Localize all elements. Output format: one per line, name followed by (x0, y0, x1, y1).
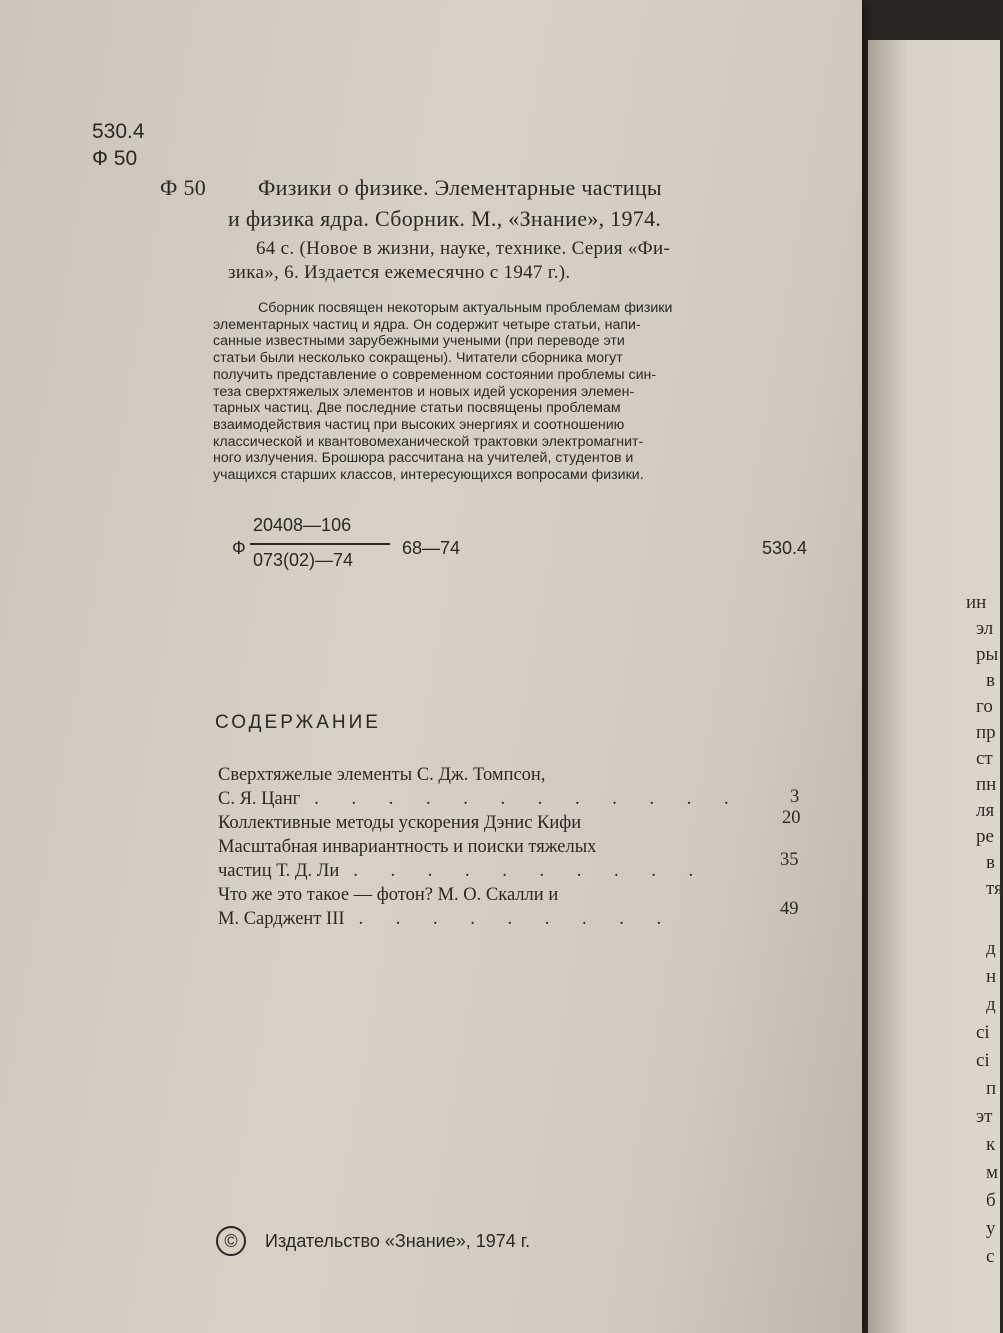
fraction-bar (250, 543, 390, 545)
toc-page-number: 20 (782, 808, 801, 828)
index-letter: Ф (232, 538, 246, 558)
side-fragment: го (976, 696, 993, 717)
side-fragment: эт (976, 1106, 993, 1127)
annotation-line: статьи были несколько сокращены). Читатели сборника могут (213, 350, 623, 367)
index-denominator: 073(02)—74 (253, 550, 354, 570)
annotation-line: тарных частиц. Две последние статьи посвящены проблемам (213, 400, 621, 417)
udc-code: 530.4 (92, 120, 145, 143)
copyright-icon: © (216, 1226, 246, 1256)
side-fragment: б (986, 1190, 996, 1211)
side-fragment: сі (976, 1022, 990, 1043)
side-fragment: с (986, 1246, 995, 1267)
annotation-line: санные известными зарубежными учеными (при переводе эти (213, 333, 625, 350)
side-fragment: к (986, 1134, 996, 1155)
side-fragment: м (986, 1162, 999, 1183)
side-fragment: н (986, 966, 997, 987)
annotation-line: теза сверхтяжелых элементов и новых идей ускорения элемен- (213, 383, 635, 400)
index-suffix: 68—74 (402, 538, 461, 558)
toc-item-line (218, 789, 743, 810)
annotation-line: элементарных частиц и ядра. Он содержит четыре статьи, напи- (213, 316, 641, 333)
side-fragment: пн (976, 774, 997, 795)
toc-item-line (218, 861, 707, 882)
side-fragment: эл (976, 618, 994, 639)
toc-item-text: частиц Т. Д. Ли (218, 861, 340, 881)
side-fragment: сі (976, 1050, 990, 1071)
index-numerator: 20408—106 (253, 515, 352, 535)
side-fragment: д (986, 938, 996, 959)
side-fragment: в (986, 852, 995, 873)
side-fragment: д (986, 994, 996, 1015)
toc-page-number: 35 (780, 850, 799, 870)
side-fragment: пр (976, 722, 996, 743)
annotation-line: взаимодействия частиц при высоких энергиях и соотношению (213, 416, 625, 433)
entry-line: и физика ядра. Сборник. М., «Знание», 1974. (228, 206, 662, 231)
side-fragment: п (986, 1078, 997, 1099)
entry-line: Физики о физике. Элементарные частицы (258, 175, 663, 200)
annotation-line: Сборник посвящен некоторым актуальным проблемам физики (258, 300, 673, 316)
toc-item-line: Масштабная инвариантность и поиски тяжелых (218, 837, 597, 857)
side-fragment: ля (976, 800, 995, 821)
side-fragment: в (986, 670, 995, 691)
index-udc: 530.4 (762, 538, 808, 558)
entry-line: зика», 6. Издается ежемесячно с 1947 г.). (228, 262, 571, 283)
side-fragment: ры (976, 644, 999, 665)
side-fragment: ст (976, 748, 993, 769)
toc-item-line: Коллективные методы ускорения Дэнис Кифи (218, 813, 582, 833)
toc-title: СОДЕРЖАНИЕ (215, 712, 381, 733)
annotation-line: получить представление о современном состоянии проблемы син- (213, 366, 657, 383)
entry-line: 64 с. (Новое в жизни, науке, технике. Серия «Фи- (256, 238, 671, 259)
toc-item-line: Сверхтяжелые элементы С. Дж. Томпсон, (218, 765, 546, 785)
side-fragment: у (986, 1218, 996, 1239)
toc-item-text: М. Сарджент III (218, 909, 345, 929)
annotation-line: учащихся старших классов, интересующихся вопросами физики. (213, 467, 644, 484)
entry-code: Ф 50 (160, 175, 207, 200)
toc-leader-dots: . . . . . . . . . . (353, 861, 708, 881)
author-sign: Ф 50 (92, 147, 138, 170)
side-fragment: ин (966, 592, 987, 613)
publisher-text: Издательство «Знание», 1974 г. (265, 1230, 531, 1251)
toc-leader-dots: . . . . . . . . . . . . (314, 789, 743, 809)
side-fragment: тя (986, 878, 1003, 899)
annotation-line: классической и квантовомеханической трактовки электромагнит- (213, 433, 644, 450)
annotation-paragraph (213, 300, 672, 484)
toc-item-line: Что же это такое — фотон? М. О. Скалли и (218, 885, 559, 905)
side-fragment: ре (976, 826, 994, 847)
annotation-line: ного излучения. Брошюра рассчитана на учителей, студентов и (213, 450, 634, 467)
toc-item-text: С. Я. Цанг (218, 789, 301, 809)
publisher-footer (216, 1226, 530, 1256)
toc-page-number: 3 (790, 787, 800, 807)
toc-leader-dots: . . . . . . . . . (358, 909, 676, 929)
toc-page-number: 49 (780, 899, 799, 919)
toc-item-line (218, 909, 675, 930)
adjacent-page (868, 40, 1003, 1333)
